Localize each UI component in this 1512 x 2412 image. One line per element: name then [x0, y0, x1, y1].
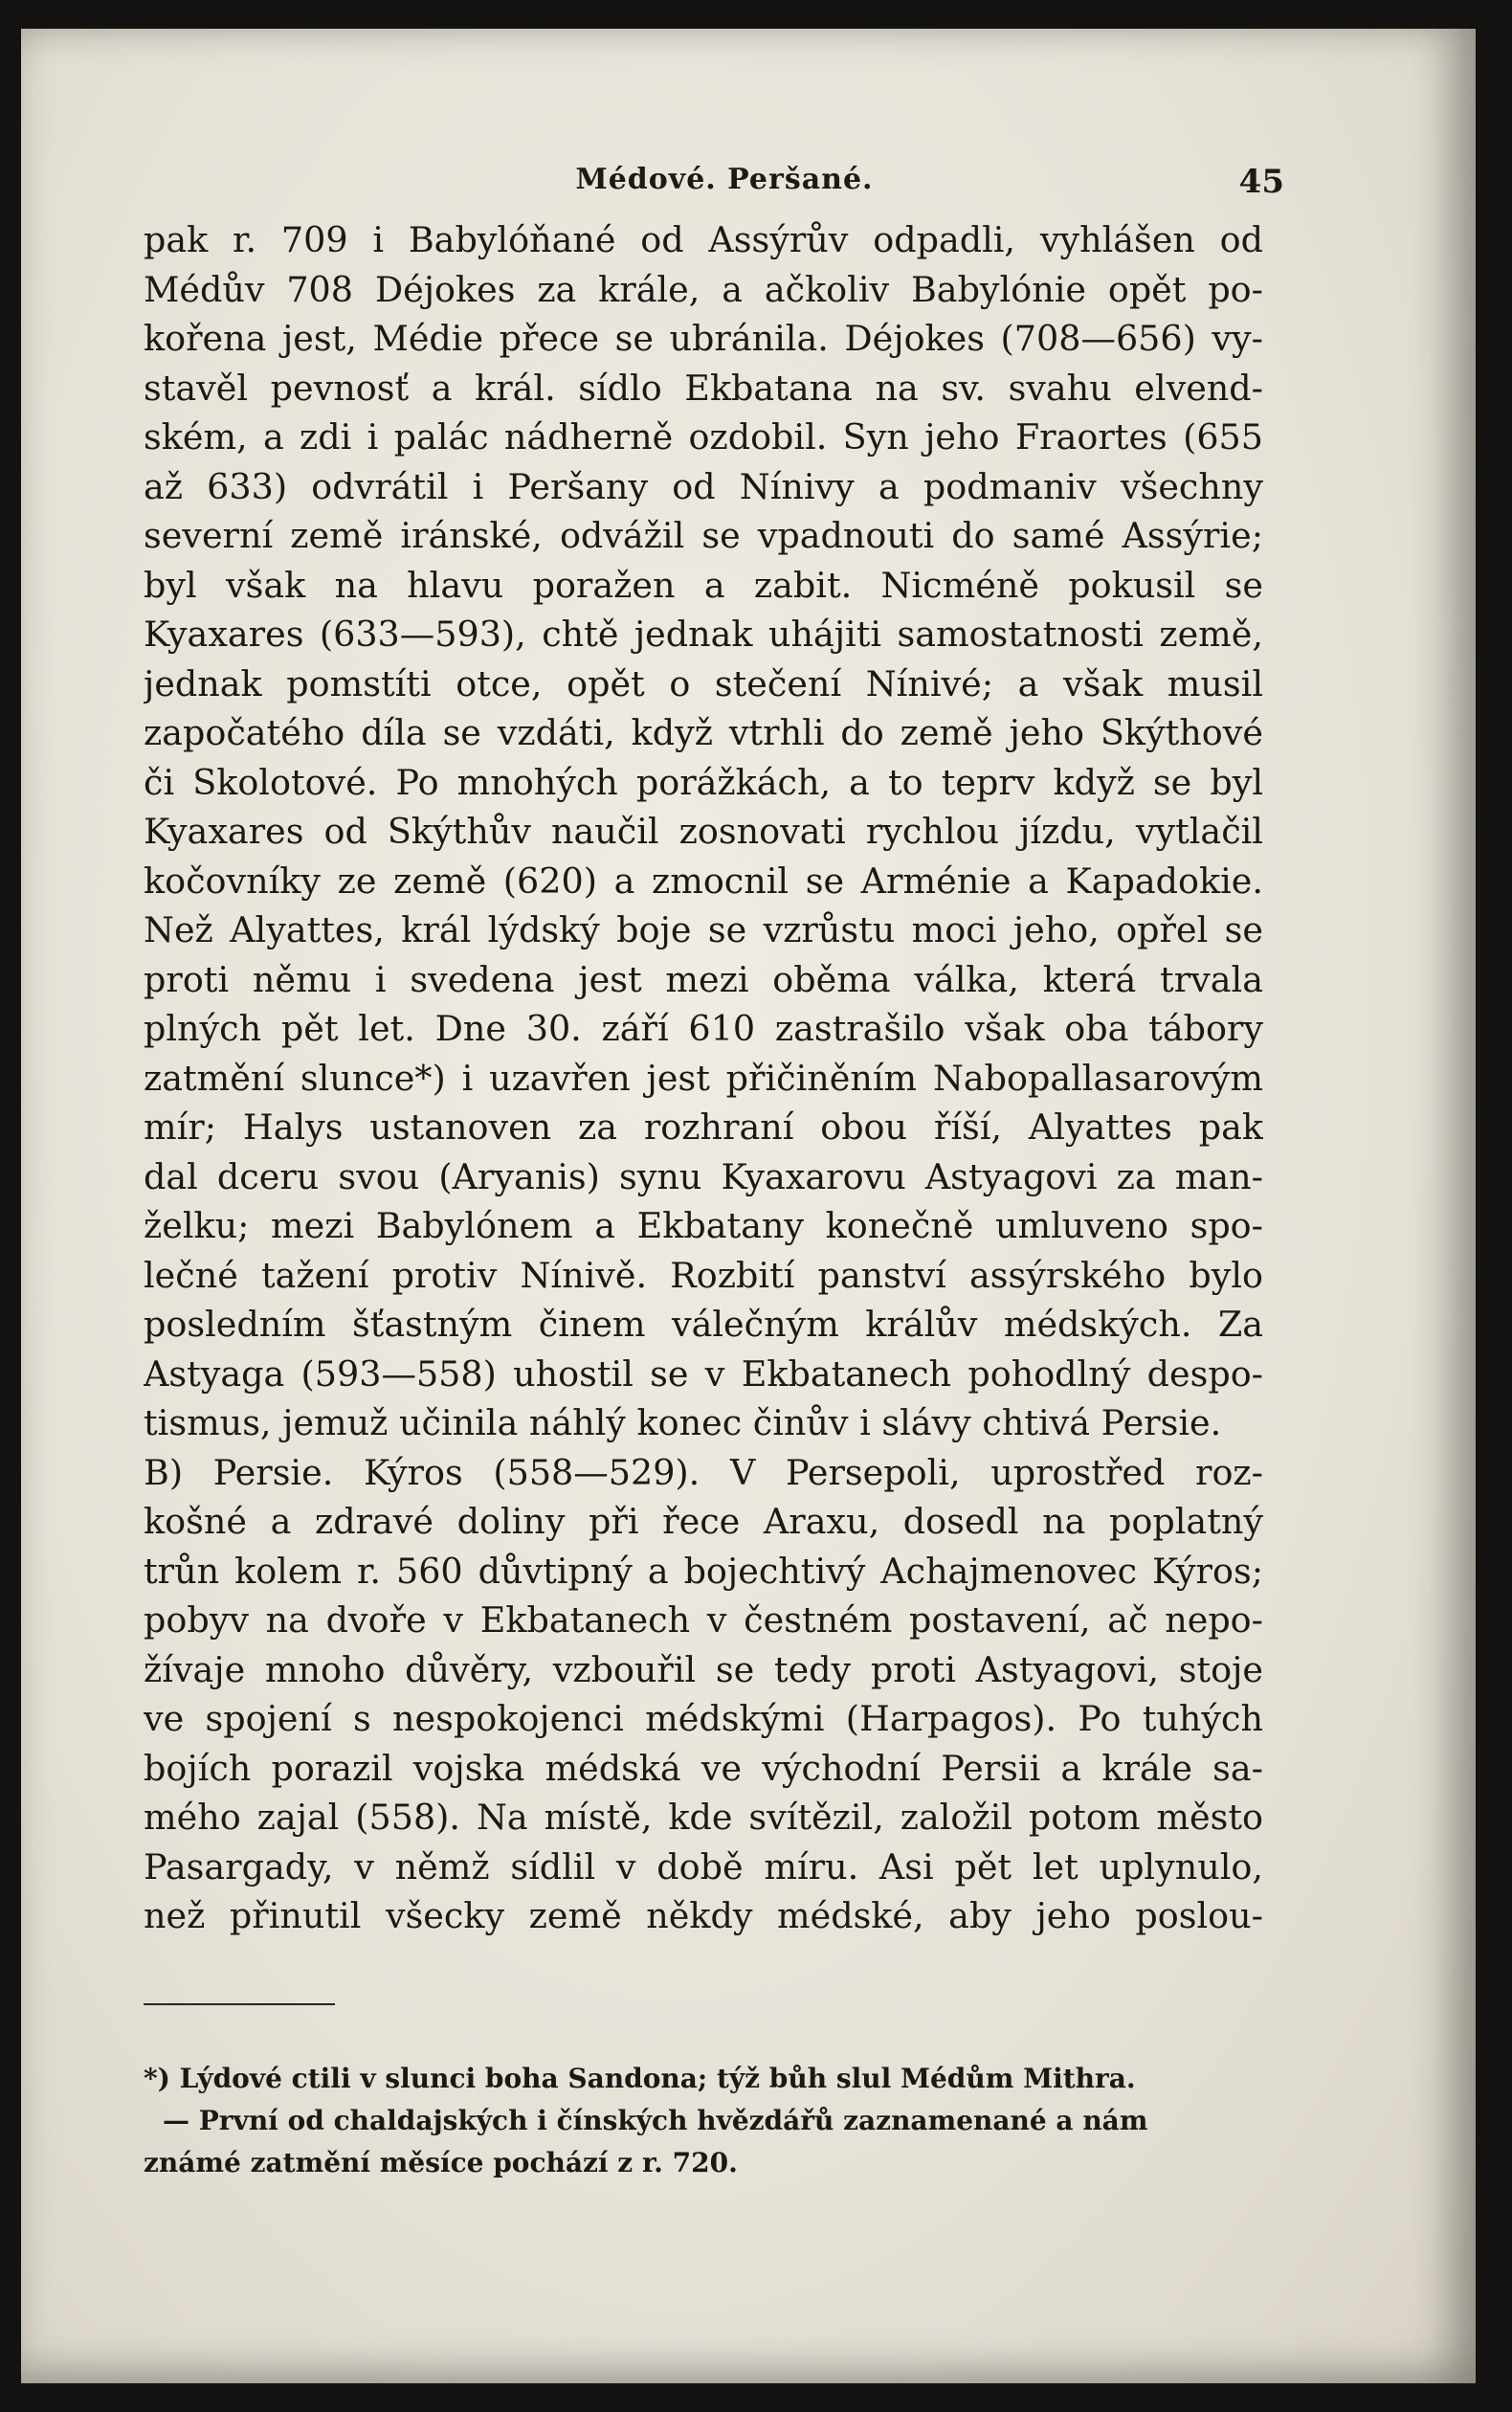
text-line: tismus, jemuž učinila náhlý konec činův i slávy chtivá Persie.	[144, 1402, 1222, 1443]
text-line: posledním šťastným činem válečným králův médských. Za	[144, 1304, 1263, 1345]
text-line: dal dceru svou (Aryanis) synu Kyaxarovu Astyagovi za man-	[144, 1155, 1263, 1197]
text-line: či Skolotové. Po mnohých porážkách, a to teprv když se byl	[144, 761, 1263, 803]
text-line: Než Alyattes, král lýdský boje se vzrůstu moci jeho, opřel se	[144, 909, 1263, 950]
text-line: lečné tažení protiv Nínivě. Rozbití panství assýrského bylo	[144, 1254, 1263, 1296]
text-line: Médův 708 Déjokes za krále, a ačkoliv Babylónie opět po-	[144, 268, 1263, 310]
text-line: plných pět let. Dne 30. září 610 zastrašilo však oba tábory	[144, 1008, 1263, 1049]
text-line: ském, a zdi i palác nádherně ozdobil. Syn jeho Fraortes (655	[144, 416, 1263, 458]
text-line: stavěl pevnosť a král. sídlo Ekbatana na sv. svahu elvend-	[144, 367, 1263, 409]
footnotes	[144, 2058, 1263, 2184]
text-line: žívaje mnoho důvěry, vzbouřil se tedy proti Astyagovi, stoje	[144, 1648, 1263, 1690]
text-line: želku; mezi Babylónem a Ekbatany konečně umluveno spo-	[144, 1205, 1263, 1246]
text-line: mír; Halys ustanoven za rozhraní obou říší, Alyattes pak	[144, 1106, 1263, 1148]
text-line: trůn kolem r. 560 důvtipný a bojechtivý Achajmenovec Kýros;	[144, 1550, 1263, 1592]
text-line: byl však na hlavu poražen a zabit. Nicméně pokusil se	[144, 564, 1263, 606]
running-title: Médové. Peršané.	[575, 163, 874, 196]
text-line: Astyaga (593—558) uhostil se v Ekbatanech pohodlný despo-	[144, 1352, 1263, 1395]
text-line: započatého díla se vzdáti, když vtrhli do země jeho Skýthové	[144, 712, 1263, 753]
footnote-divider	[144, 2003, 335, 2005]
text-line: až 633) odvrátil i Peršany od Nínivy a podmaniv všechny	[144, 465, 1263, 507]
text-line: Pasargady, v němž sídlil v době míru. Asi pět let uplynulo,	[144, 1845, 1263, 1887]
text-line: jednak pomstíti otce, opět o stečení Nínivé; a však musil	[144, 662, 1263, 704]
text-line: kočovníky ze země (620) a zmocnil se Arménie a Kapadokie.	[144, 860, 1263, 902]
text-line: pobyv na dvoře v Ekbatanech v čestném postavení, ač nepo-	[144, 1599, 1263, 1641]
text-line: Kyaxares (633—593), chtě jednak uhájiti samostatnosti země,	[144, 614, 1263, 655]
text-line: severní země iránské, odvážil se vpadnouti do samé Assýrie;	[144, 515, 1263, 556]
footnote-line: — První od chaldajských i čínských hvězdářů zaznamenané a nám	[163, 2105, 1148, 2136]
text-line: B) Persie. Kýros (558—529). V Persepoli, uprostřed roz-	[144, 1451, 1263, 1493]
text-line: zatmění slunce*) i uzavřen jest přičiněním Nabopallasarovým	[144, 1057, 1263, 1099]
footnote-line: známé zatmění měsíce pochází z r. 720.	[144, 2147, 738, 2178]
text-line: mého zajal (558). Na místě, kde svítězil, založil potom město	[144, 1797, 1263, 1838]
text-line: kořena jest, Médie přece se ubránila. Déjokes (708—656) vy-	[144, 318, 1263, 359]
text-line: než přinutil všecky země někdy médské, aby jeho poslou-	[144, 1895, 1263, 1936]
page-number: 45	[1238, 163, 1284, 201]
text-line: Kyaxares od Skýthův naučil zosnovati rychlou jízdu, vytlačil	[144, 811, 1263, 852]
text-line: proti němu i svedena jest mezi oběma válka, která trvala	[144, 958, 1263, 1000]
text-line: pak r. 709 i Babylóňané od Assýrův odpadli, vyhlášen od	[144, 219, 1263, 260]
page-header	[165, 163, 1284, 211]
text-line: bojích porazil vojska médská ve východní Persii a krále sa-	[144, 1747, 1263, 1789]
text-line: ve spojení s nespokojenci médskými (Harpagos). Po tuhých	[144, 1698, 1263, 1739]
main-text	[144, 215, 1263, 1941]
text-line: košné a zdravé doliny při řece Araxu, dosedl na poplatný	[144, 1501, 1263, 1542]
footnote-line: *) Lýdové ctili v slunci boha Sandona; týž bůh slul Médům Mithra.	[144, 2063, 1136, 2094]
